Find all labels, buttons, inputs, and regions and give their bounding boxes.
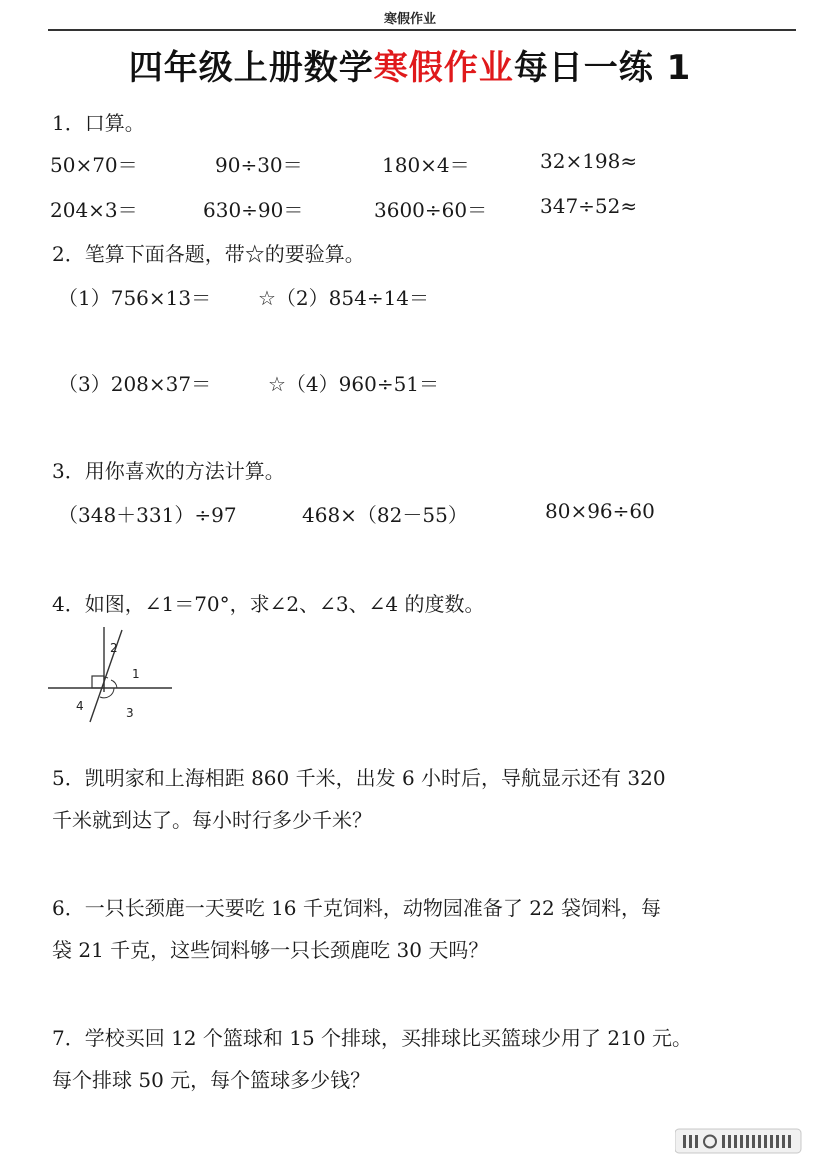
angle-label-4: 4 — [76, 699, 84, 713]
q2-label: 2．笔算下面各题，带☆的要验算。 — [52, 242, 365, 266]
toolbar-icon[interactable] — [689, 1135, 692, 1148]
page-title — [0, 40, 820, 89]
q6-line-2: 袋 21 千克，这些饲料够一只长颈鹿吃 30 天吗？ — [52, 938, 489, 962]
q1-row1-item: 90÷30＝ — [215, 153, 303, 177]
toolbar-icon[interactable] — [752, 1135, 755, 1148]
q1-row1-item: 180×4＝ — [382, 153, 470, 177]
q4-label: 4．如图，∠1＝70°，求∠2、∠3、∠4 的度数。 — [52, 592, 485, 616]
title-part-1: 四年级上册数学 — [128, 48, 374, 88]
q1-row2-item: 630÷90＝ — [203, 198, 304, 222]
toolbar-icon[interactable] — [770, 1135, 773, 1148]
title-part-3: 每日一练 1 — [513, 48, 692, 88]
header-divider — [48, 29, 796, 31]
angle-label-2: 2 — [110, 641, 118, 655]
angle-3-arc — [100, 688, 114, 698]
toolbar-icon[interactable] — [782, 1135, 785, 1148]
toolbar-icon[interactable] — [734, 1135, 737, 1148]
q5-line-1: 5．凯明家和上海相距 860 千米，出发 6 小时后，导航显示还有 320 — [52, 766, 666, 790]
q3-item-3: 80×96÷60 — [545, 499, 655, 523]
toolbar-icon[interactable] — [746, 1135, 749, 1148]
q1-row2-item: 347÷52≈ — [540, 194, 638, 218]
q2-item-4: ☆（4）960÷51＝ — [268, 372, 440, 396]
q7-line-2: 每个排球 50 元，每个篮球多少钱？ — [52, 1068, 371, 1092]
q7-line-1: 7．学校买回 12 个篮球和 15 个排球，买排球比买篮球少用了 210 元。 — [52, 1026, 692, 1050]
q1-label: 1．口算。 — [52, 111, 145, 135]
angle-1-arc — [111, 680, 117, 688]
angle-diagram — [48, 622, 172, 724]
q3-label: 3．用你喜欢的方法计算。 — [52, 459, 285, 483]
q6-line-1: 6．一只长颈鹿一天要吃 16 千克饲料，动物园准备了 22 袋饲料，每 — [52, 896, 662, 920]
q1-row2-item: 3600÷60＝ — [374, 198, 488, 222]
q2-item-2: ☆（2）854÷14＝ — [258, 286, 430, 310]
toolbar-icon[interactable] — [788, 1135, 791, 1148]
q3-item-2: 468×（82－55） — [302, 503, 468, 527]
title-part-2-highlight: 寒假作业 — [373, 48, 514, 88]
angle-label-1: 1 — [132, 667, 140, 681]
q5-line-2: 千米就到达了。每小时行多少千米？ — [52, 808, 372, 832]
q2-item-3: （3）208×37＝ — [58, 372, 212, 396]
toolbar-icon[interactable] — [695, 1135, 698, 1148]
toolbar-icon[interactable] — [776, 1135, 779, 1148]
q1-row2-item: 204×3＝ — [50, 198, 138, 222]
q3-item-1: （348＋331）÷97 — [58, 503, 237, 527]
page-toolbar[interactable] — [675, 1127, 803, 1155]
toolbar-icon[interactable] — [740, 1135, 743, 1148]
toolbar-icon[interactable] — [722, 1135, 725, 1148]
toolbar-icon[interactable] — [728, 1135, 731, 1148]
page-header: 寒假作业 — [383, 12, 436, 27]
toolbar-icon[interactable] — [758, 1135, 761, 1148]
q1-row1-item: 32×198≈ — [540, 149, 638, 173]
q2-item-1: （1）756×13＝ — [58, 286, 212, 310]
toolbar-icon[interactable] — [764, 1135, 767, 1148]
toolbar-icon[interactable] — [683, 1135, 686, 1148]
q1-row1-item: 50×70＝ — [50, 153, 138, 177]
angle-label-3: 3 — [126, 706, 134, 720]
